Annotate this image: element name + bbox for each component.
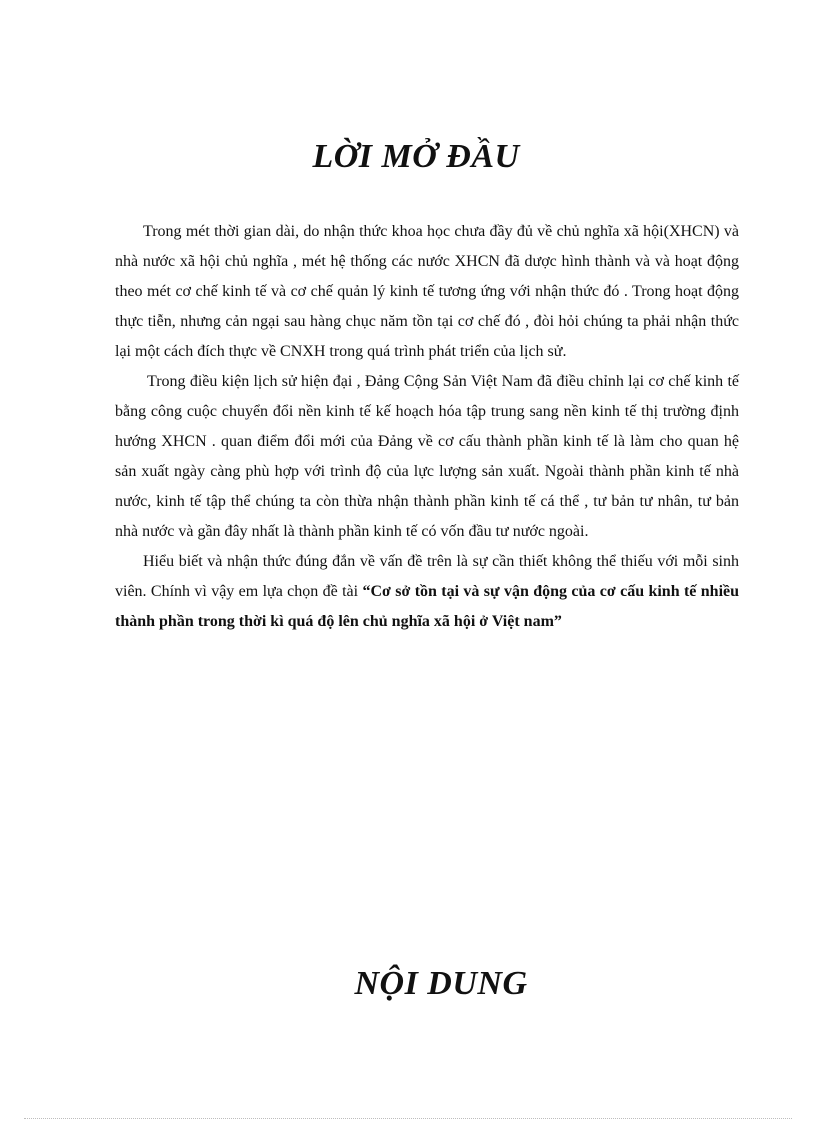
page-bottom-rule: [24, 1118, 792, 1119]
paragraph-2: Trong điều kiện lịch sử hiện đại , Đảng Cộng Sản Việt Nam đã điều chỉnh lại cơ chế kinh tế bằng công cuộc chuyển đổi nền kinh tế kế hoạch hóa tập trung sang nền kinh tế thị trường định hướng XHCN . quan điểm đổi mới của Đảng về cơ cấu thành phần kinh tế là làm cho quan hệ sản xuất ngày càng phù hợp với trình độ của lực lượng sản xuất. Ngoài thành phần kinh tế nhà nước, kinh tế tập thể chúng ta còn thừa nhận thành phần kinh tế cá thể , tư bản tư nhân, tư bản nhà nước và gần đây nhất là thành phần kinh tế có vốn đầu tư nước ngoài.: [115, 373, 739, 540]
paragraph-3-lead: Hiểu biết và nhận thức đúng đắn về vấn đề trên là sự cần thiết không thể thiếu với mỗi sinh viên. Chính vì vậy em lựa chọn đề tài: [115, 553, 739, 600]
heading-loi-mo-dau: LỜI MỞ ĐẦU: [312, 138, 520, 175]
thesis-title: “Cơ sở tồn tại và sự vận động của cơ cấu kinh tế nhiều thành phần trong thời kì quá độ lên chủ nghĩa xã hội ở Việt nam”: [115, 583, 740, 630]
heading-noi-dung: NỘI DUNG: [354, 965, 528, 1002]
body-text: [115, 217, 739, 637]
paragraph-3: [115, 547, 739, 637]
paragraph-1: Trong mét thời gian dài, do nhận thức khoa học chưa đầy đủ về chủ nghĩa xã hội(XHCN) và nhà nước xã hội chủ nghĩa , mét hệ thống các nước XHCN đã dược hình thành và và hoạt động theo mét cơ chế kinh tế và cơ chế quản lý kinh tế tương ứng với nhận thức đó . Trong hoạt động thực tiễn, nhưng cản ngại sau hàng chục năm tồn tại cơ chế đó , đòi hỏi chúng ta phải nhận thức lại một cách đích thực về CNXH trong quá trình phát triển của lịch sử.: [115, 223, 739, 360]
